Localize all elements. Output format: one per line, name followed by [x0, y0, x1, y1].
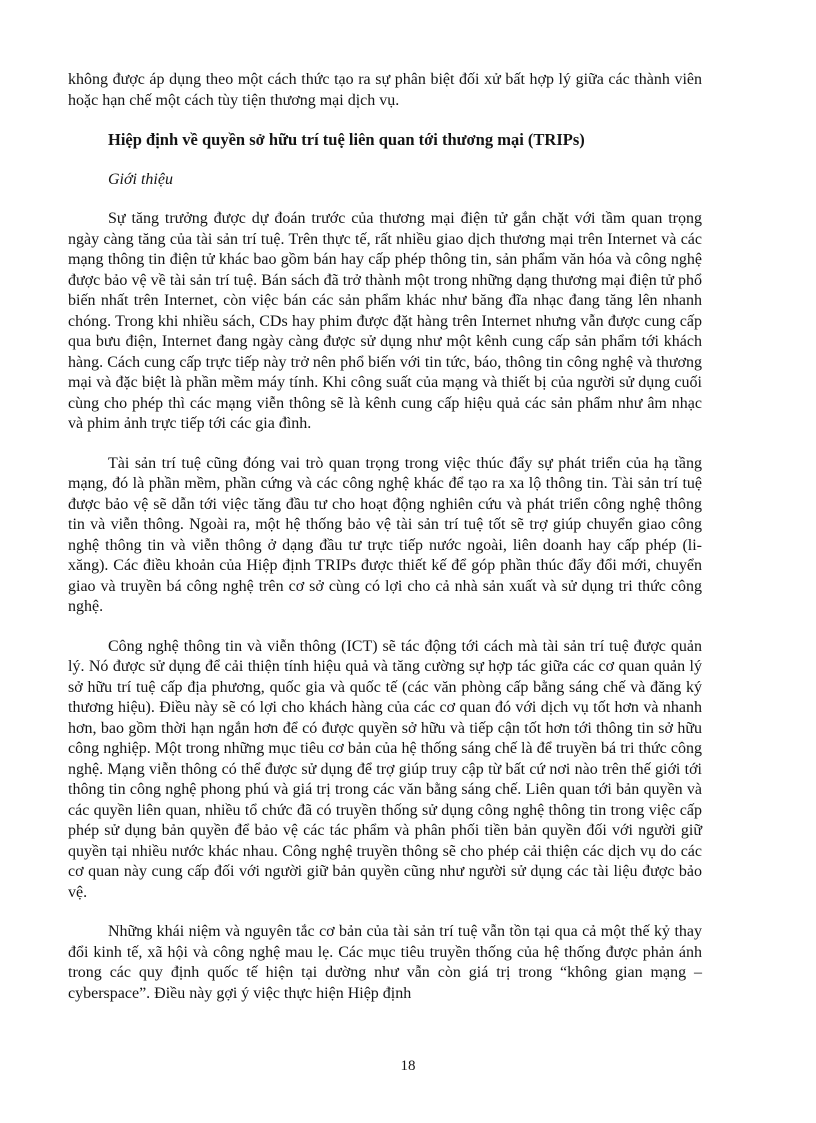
page-number: 18: [400, 1058, 416, 1074]
paragraph-2: Tài sản trí tuệ cũng đóng vai trò quan trọng trong việc thúc đẩy sự phát triển của hạ tầng mạng, đó là phần mềm, phần cứng và các công nghệ khác để tạo ra xa lộ thông tin. Tài sản trí tuệ được bảo vệ sẽ dẫn tới việc tăng đầu tư cho hoạt động nghiên cứu và phát triển công nghệ thông tin và viễn thông. Ngoài ra, một hệ thống bảo vệ tài sản trí tuệ tốt sẽ trợ giúp chuyển giao công nghệ thông tin và viễn thông ở dạng đầu tư trực tiếp nước ngoài, liên doanh hay cấp phép (li- xăng). Các điều khoản của Hiệp định TRIPs được thiết kế để góp phần thúc đẩy đổi mới, chuyển giao và truyền bá công nghệ trên cơ sở cùng có lợi cho cả nhà sản xuất và sử dụng tri thức công nghệ.: [68, 454, 702, 615]
paragraph-continuation: không được áp dụng theo một cách thức tạo ra sự phân biệt đối xử bất hợp lý giữa các thành viên hoặc hạn chế một cách tùy tiện thương mại dịch vụ.: [68, 71, 702, 109]
paragraph-4: Những khái niệm và nguyên tắc cơ bản của tài sản trí tuệ vẫn tồn tại qua cả một thế kỷ thay đổi kinh tế, xã hội và công nghệ mau lẹ. Các mục tiêu truyền thống của hệ thống được phản ánh trong các quy định quốc tế hiện tại dường như vẫn còn giá trị trong “không gian mạng – cyberspace”. Điều này gợi ý việc thực hiện Hiệp định: [68, 923, 702, 1002]
paragraph-1: Sự tăng trưởng được dự đoán trước của thương mại điện tử gắn chặt với tầm quan trọng ngày càng tăng của tài sản trí tuệ. Trên thực tế, rất nhiều giao dịch thương mại trên Internet và các mạng thông tin điện tử khác bao gồm bán hay cấp phép thông tin, sản phẩm văn hóa và công nghệ được bảo vệ về tài sản trí tuệ. Bán sách đã trở thành một trong những dạng thương mại điện tử phổ biến nhất trên Internet, còn việc bán các sản phẩm khác như băng đĩa nhạc đang tăng lên nhanh chóng. Trong khi nhiều sách, CDs hay phim được đặt hàng trên Internet nhưng vẫn được cung cấp qua bưu điện, Internet đang ngày càng được sử dụng như một kênh cung cấp sản phẩm tới khách hàng. Cách cung cấp trực tiếp này trở nên phổ biến với tin tức, báo, thông tin công nghệ và thương mại và đặc biệt là phần mềm máy tính. Khi công suất của mạng và thiết bị của người sử dụng cuối cùng cho phép thì các mạng viễn thông sẽ là kênh cung cấp hiệu quả các sản phẩm như âm nhạc và phim ảnh trực tiếp tới các gia đình.: [68, 210, 702, 432]
section-heading-trips: Hiệp định về quyền sở hữu trí tuệ liên quan tới thương mại (TRIPs): [108, 130, 585, 149]
page-content: [68, 70, 702, 1023]
subsection-heading-gioi-thieu: Giới thiệu: [108, 170, 173, 188]
paragraph-3: Công nghệ thông tin và viễn thông (ICT) sẽ tác động tới cách mà tài sản trí tuệ được quản lý. Nó được sử dụng để cải thiện tính hiệu quả và tăng cường sự hợp tác giữa các cơ quan quản lý sở hữu trí tuệ cấp địa phương, quốc gia và quốc tế (các văn phòng cấp bằng sáng chế và đăng ký thương hiệu). Điều này sẽ có lợi cho khách hàng của các cơ quan đó với dịch vụ tốt hơn và nhanh hơn, bao gồm thời hạn ngắn hơn để có được quyền sở hữu và tiếp cận tốt hơn tới thông tin sở hữu công nghiệp. Một trong những mục tiêu cơ bản của hệ thống sáng chế là để truyền bá tri thức công nghệ. Mạng viễn thông có thể được sử dụng để trợ giúp truy cập từ bất cứ nơi nào trên thế giới tới thông tin công nghệ phong phú và giá trị trong các văn bằng sáng chế. Liên quan tới bản quyền và các quyền liên quan, nhiều tổ chức đã có truyền thống sử dụng công nghệ thông tin trong việc cấp phép sử dụng bản quyền để bảo vệ các tác phẩm và phân phối tiền bản quyền đối với người giữ quyền tại nhiều nước khác nhau. Công nghệ truyền thông sẽ cho phép cải thiện các dịch vụ do các cơ quan này cung cấp đối với người giữ bản quyền cũng như người sử dụng các tài liệu được bảo vệ.: [68, 637, 702, 901]
